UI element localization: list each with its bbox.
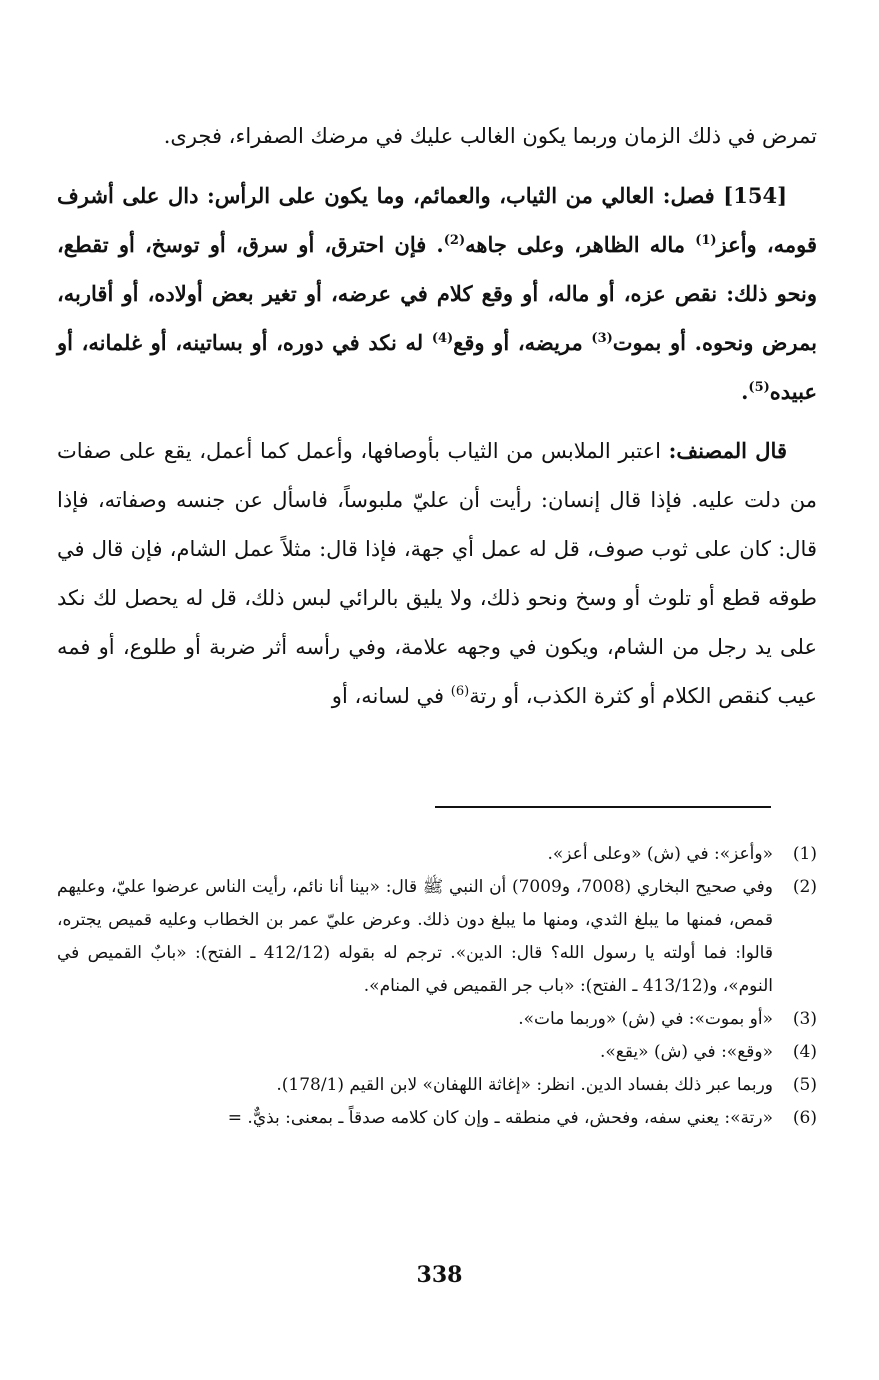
footnote-ref-4: (4) (431, 331, 454, 346)
footnote-text: وربما عبر ذلك بفساد الدين. انظر: «إغاثة اللهفان» لابن القيم (178/1). (276, 1075, 773, 1095)
footnote-number: (1) (792, 844, 817, 864)
author-label: قال المصنف: (668, 438, 787, 463)
main-text (57, 112, 817, 721)
opening-line-text: تمرض في ذلك الزمان وربما يكون الغالب عليك في مرضك الصفراء، فجرى. (163, 124, 817, 148)
footnote-number: (6) (792, 1108, 817, 1128)
footnote-item (57, 871, 817, 1003)
section-title: فصل: العالي من الثياب، والعمائم، وما يكون على الرأس: (207, 183, 715, 208)
footnote-item (57, 1069, 817, 1102)
footnote-item (57, 1102, 817, 1135)
page-number: 338 (416, 1262, 463, 1288)
footnote-text: «أو بموت»: في (ش) «وربما مات». (518, 1009, 773, 1029)
footnote-number: (4) (792, 1042, 817, 1062)
section-text-1: دال على أشرف قومه، وأعز (57, 183, 818, 257)
footnote-text: وفي صحيح البخاري (7008، و7009) أن النبي ﷺ قال: «بينا أنا نائم، رأيت الناس عرضوا عليّ، وعليهم قمص، فمنها ما يبلغ الثدي، ومنها ما يبلغ دون ذلك. وعرض عليّ عمر بن الخطاب وعليه قميص يجتره، قالوا: فما أولته يا رسول الله؟ قال: الدين». ترجم له بقوله (412/12 ـ الفتح): «بابٌ القميص في النوم»، و(413/12 ـ الفتح): «باب جر القميص في المنام». (57, 877, 773, 996)
section-text-4: مريضه، أو وقع (453, 330, 592, 355)
section-text-6: . (741, 379, 749, 404)
footnote-ref-1: (1) (695, 233, 717, 248)
section-text-2: ماله الظاهر، وعلى جاهه (465, 232, 696, 257)
author-text-2: في لسانه، أو (331, 684, 451, 708)
author-paragraph (57, 426, 817, 721)
section-text-5: له نكد في دوره، أو بساتينه، أو غلمانه، أو عبيده (57, 330, 817, 404)
footnote-ref-3: (3) (591, 331, 613, 346)
footnote-item (57, 1036, 817, 1069)
opening-line (57, 112, 817, 161)
footnote-number: (5) (792, 1075, 817, 1095)
footnotes (57, 838, 817, 1135)
section-number: [154] (723, 183, 787, 208)
footnote-number: (3) (792, 1009, 817, 1029)
author-text-1: اعتبر الملابس من الثياب بأوصافها، وأعمل كما أعمل، يقع على صفات من دلت عليه. فإذا قال إنسان: رأيت أن عليّ ملبوساً، فاسأل عن جنسه وصفاته، فإذا قال: كان على ثوب صوف، قل له عمل أي جهة، فإذا قال: مثلاً عمل الشام، فإن قال في طوقه قطع أو تلوث أو وسخ ونحو ذلك، ولا يليق بالرائي لبس ذلك، قل له يحصل لك نكد على يد رجل من الشام، ويكون في وجهه علامة، وفي رأسه أثر ضربة أو طلوع، أو فمه عيب كنقص الكلام أو كثرة الكذب، أو رتة (57, 439, 817, 708)
footnote-divider (435, 806, 771, 808)
footnote-ref-5: (5) (748, 380, 770, 395)
footnote-item (57, 1003, 817, 1036)
footnote-text: «رتة»: يعني سفه، وفحش، في منطقه ـ وإن كان كلامه صدقاً ـ بمعنى: بذيٌّ. = (227, 1108, 773, 1128)
section-paragraph (57, 171, 817, 416)
footnote-number: (2) (792, 877, 817, 897)
footnote-text: «وقع»: في (ش) «يقع». (599, 1042, 773, 1062)
section-text-3: . فإن احترق، أو سرق، أو توسخ، أو تقطع، ونحو ذلك: نقص عزه، أو ماله، أو وقع كلام في عرضه، أو تغير بعض أولاده، أو أقاربه، بمرض ونحوه. أو بموت (57, 232, 817, 355)
footnote-ref-6: (6) (450, 684, 470, 699)
footnote-item (57, 838, 817, 871)
footnote-ref-2: (2) (443, 233, 466, 248)
footnote-text: «وأعز»: في (ش) «وعلى أعز». (547, 844, 773, 864)
